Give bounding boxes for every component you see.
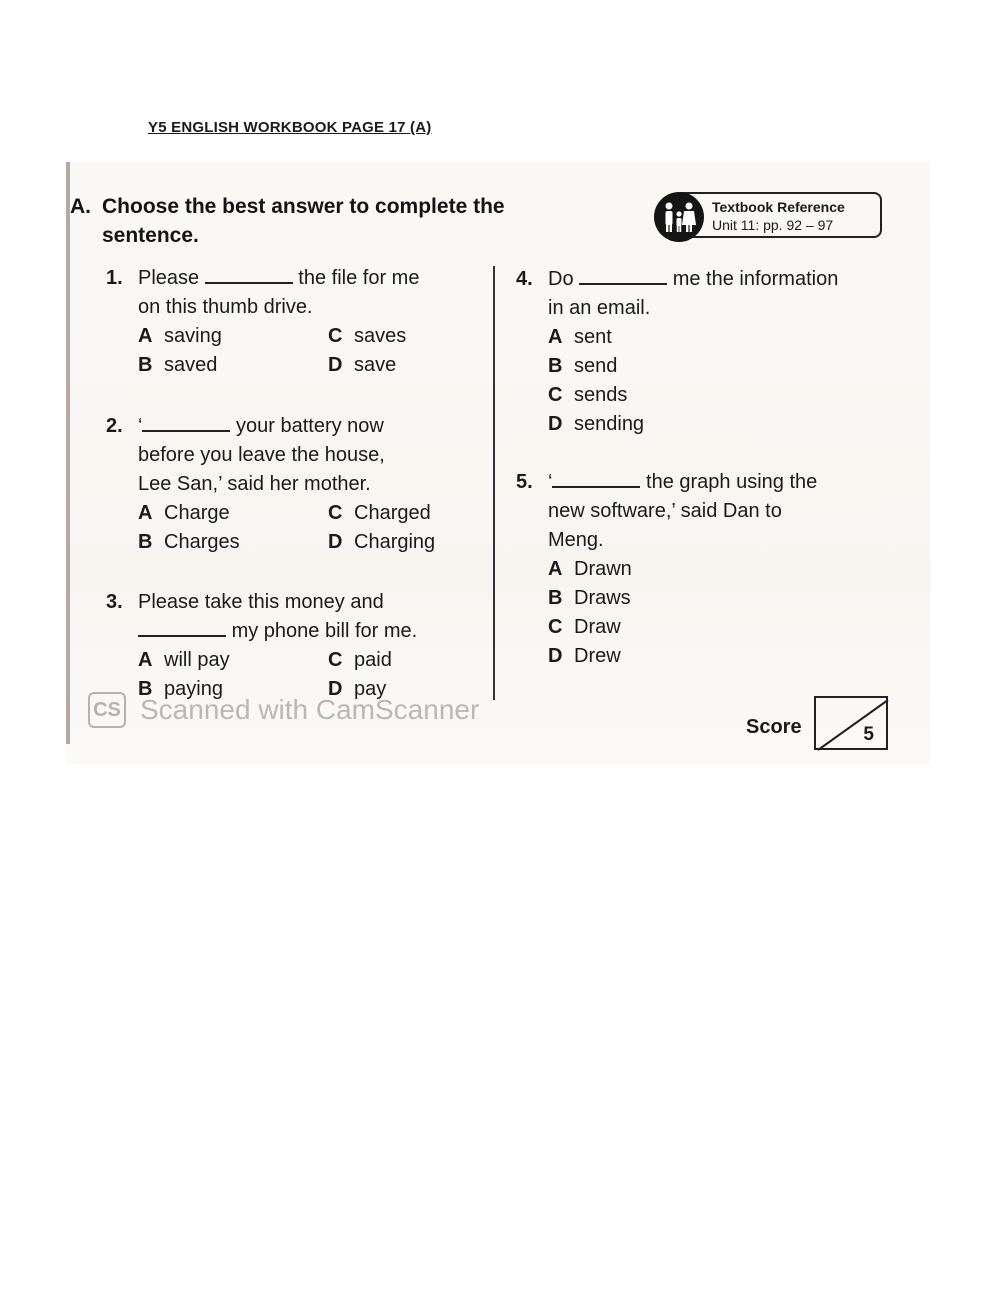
answer-blank (552, 472, 640, 488)
option-text: saving (164, 325, 222, 347)
stem-text: the graph using the (646, 471, 818, 493)
option-letter: B (548, 587, 563, 609)
option-letter: D (548, 645, 563, 667)
option-a[interactable] (138, 646, 328, 675)
answer-options (548, 323, 916, 439)
question-stem (138, 617, 486, 646)
question-4 (516, 265, 916, 439)
option-letter: D (328, 678, 343, 700)
option-b[interactable] (138, 351, 328, 380)
option-text: Drew (574, 645, 621, 667)
question-stem (548, 468, 916, 497)
question-stem-line: Meng. (548, 529, 604, 551)
option-b[interactable] (138, 528, 328, 557)
answer-blank (205, 268, 293, 284)
option-text: save (354, 354, 397, 376)
question-stem (138, 264, 486, 293)
family-icon (654, 192, 704, 242)
answer-blank (579, 269, 667, 285)
option-letter: A (138, 649, 153, 671)
score-box[interactable] (814, 696, 888, 750)
option-text: sent (574, 326, 612, 348)
question-number: 5. (516, 471, 533, 493)
option-text: send (574, 355, 618, 377)
question-stem-line: new software,’ said Dan to (548, 500, 782, 522)
question-number: 4. (516, 268, 533, 290)
stem-text: me the information (672, 268, 839, 290)
option-c[interactable] (328, 499, 518, 528)
document-heading: Y5 ENGLISH WORKBOOK PAGE 17 (A) (148, 119, 432, 136)
option-a[interactable] (138, 322, 328, 351)
option-text: pay (354, 678, 387, 700)
section-title-line2: sentence. (102, 224, 199, 247)
option-letter: B (548, 355, 563, 377)
option-letter: D (548, 413, 563, 435)
option-c[interactable] (328, 646, 518, 675)
option-b[interactable] (548, 584, 848, 613)
option-letter: C (328, 502, 343, 524)
option-letter: C (328, 325, 343, 347)
scanned-worksheet (66, 162, 930, 764)
stem-text: ‘ (548, 471, 553, 493)
textbook-reference-pages: Unit 11: pp. 92 – 97 (712, 217, 834, 233)
option-c[interactable] (328, 322, 518, 351)
question-stem-line: before you leave the house, (138, 444, 385, 466)
camscanner-watermark (88, 692, 479, 728)
option-text: saves (354, 325, 407, 347)
question-stem-line: on this thumb drive. (138, 296, 313, 318)
option-text: Charge (164, 502, 230, 524)
option-text: Draws (574, 587, 631, 609)
question-number: 1. (106, 267, 123, 289)
option-letter: C (548, 384, 563, 406)
option-letter: A (138, 502, 153, 524)
option-d[interactable] (548, 410, 848, 439)
option-letter: D (328, 354, 343, 376)
answer-blank (138, 621, 226, 637)
question-2 (106, 412, 486, 557)
textbook-reference (654, 192, 882, 242)
stem-text: my phone bill for me. (231, 620, 418, 642)
option-d[interactable] (548, 642, 848, 671)
option-letter: D (328, 531, 343, 553)
option-letter: A (138, 325, 153, 347)
question-number: 3. (106, 591, 123, 613)
question-stem (548, 265, 916, 294)
answer-options (138, 499, 486, 557)
stem-text: Please (138, 267, 200, 289)
option-letter: B (138, 531, 153, 553)
option-text: Charges (164, 531, 240, 553)
stem-text: Do (548, 268, 574, 290)
option-a[interactable] (548, 323, 848, 352)
section-title-line1: Choose the best answer to complete the (102, 195, 505, 218)
question-stem-line: in an email. (548, 297, 651, 319)
option-letter: A (548, 558, 563, 580)
option-letter: B (138, 354, 153, 376)
answer-options (138, 322, 486, 380)
question-stem (138, 412, 486, 441)
stem-text: ‘ (138, 415, 143, 437)
option-letter: C (328, 649, 343, 671)
option-letter: C (548, 616, 563, 638)
option-text: saved (164, 354, 218, 376)
option-text: paid (354, 649, 392, 671)
score-total: 5 (863, 724, 874, 745)
option-a[interactable] (138, 499, 328, 528)
option-text: will pay (164, 649, 230, 671)
question-5 (516, 468, 916, 671)
answer-blank (142, 416, 230, 432)
option-text: Charged (354, 502, 431, 524)
question-stem-line: Lee San,’ said her mother. (138, 473, 371, 495)
option-text: sending (574, 413, 645, 435)
score-diagonal (816, 698, 890, 752)
camscanner-logo-icon: CS (88, 692, 126, 728)
textbook-reference-label: Textbook Reference (712, 199, 845, 215)
question-1 (106, 264, 486, 380)
option-text: paying (164, 678, 223, 700)
option-text: Drawn (574, 558, 632, 580)
watermark-text: Scanned with CamScanner (140, 694, 480, 725)
option-letter: A (548, 326, 563, 348)
option-text: Draw (574, 616, 621, 638)
option-text: Charging (354, 531, 436, 553)
answer-options (548, 555, 916, 671)
question-3 (106, 588, 486, 704)
option-c[interactable] (548, 613, 848, 642)
question-stem-line: Please take this money and (138, 591, 384, 613)
option-d[interactable] (328, 528, 518, 557)
option-text: sends (574, 384, 628, 406)
question-number: 2. (106, 415, 123, 437)
stem-text: your battery now (236, 415, 384, 437)
score-label: Score (746, 716, 802, 738)
option-d[interactable] (328, 351, 518, 380)
section-letter: A. (70, 195, 91, 218)
textbook-reference-label-box (680, 192, 882, 238)
option-b[interactable] (548, 352, 848, 381)
option-a[interactable] (548, 555, 848, 584)
section-title (70, 192, 505, 250)
option-letter: B (138, 678, 153, 700)
option-c[interactable] (548, 381, 848, 410)
stem-text: the file for me (298, 267, 420, 289)
